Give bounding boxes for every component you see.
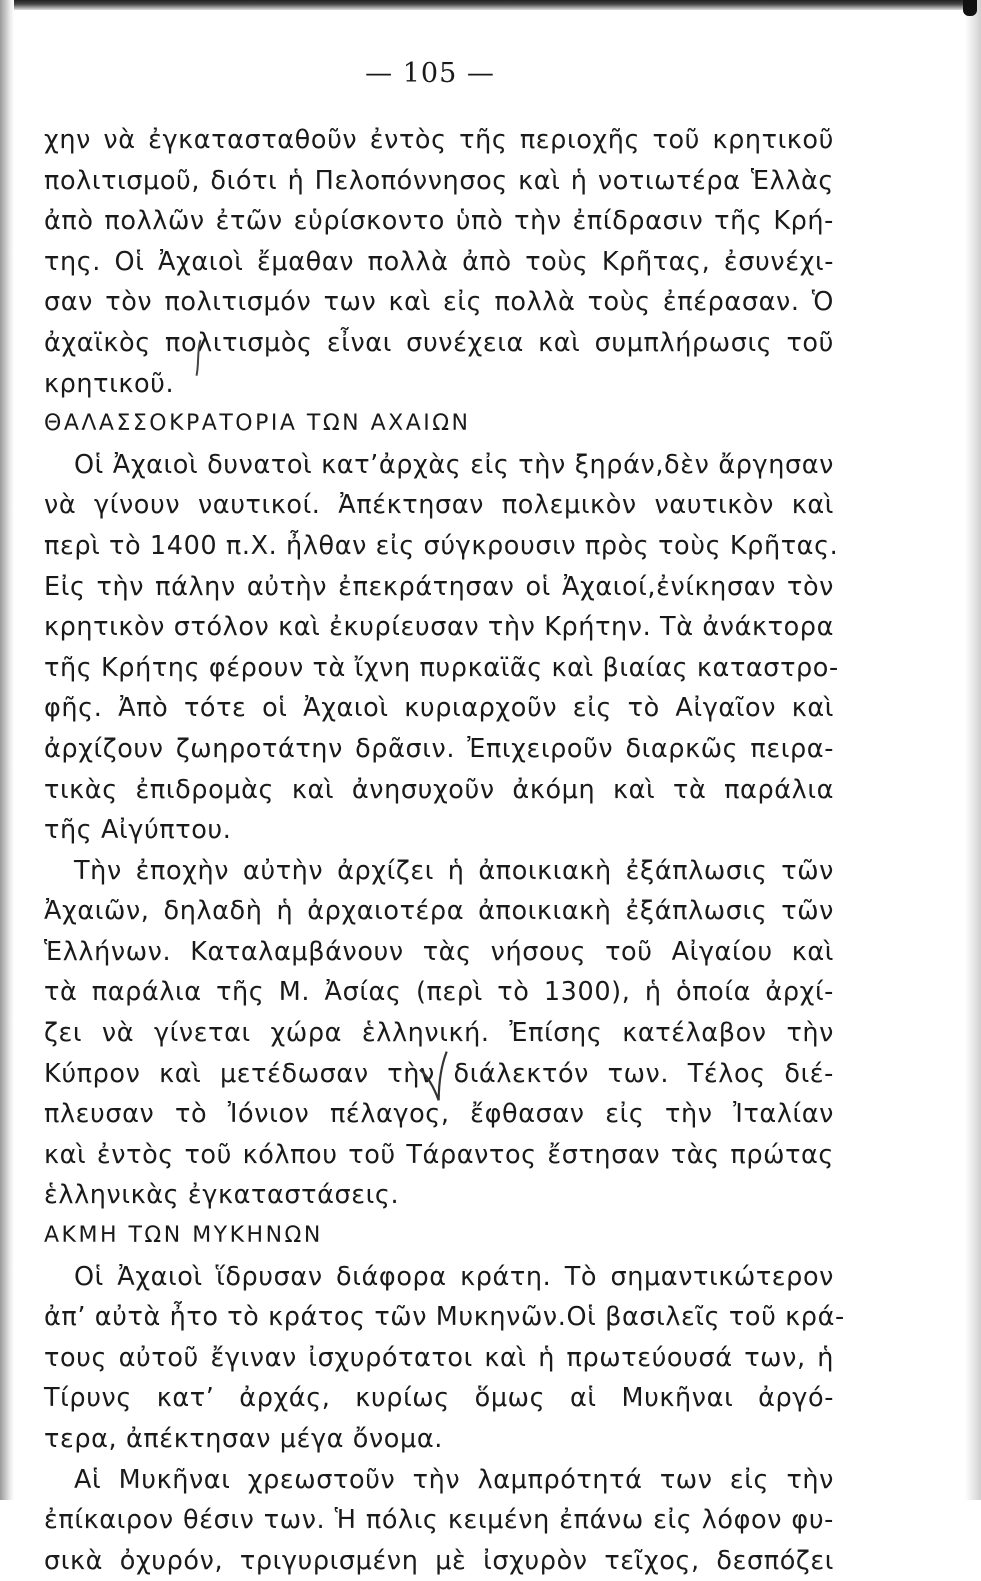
- text-line: Ἑλλήνων. Καταλαμβάνουν τὰς νήσους τοῦ Αἰγαίου καὶ: [44, 936, 834, 967]
- paragraph-first-line: Τὴν ἐποχὴν αὐτὴν ἀρχίζει ἡ ἀποικιακὴ ἐξάπλωσις τῶν: [74, 855, 834, 886]
- text-line: φῆς. Ἀπὸ τότε οἱ Ἀχαιοὶ κυριαρχοῦν εἰς τὸ Αἰγαῖον καὶ: [44, 693, 834, 724]
- text-line: κρητικὸν στόλον καὶ ἐκυρίευσαν τὴν Κρήτην. Τὰ ἀνάκτορα: [44, 612, 834, 643]
- text-line: πλευσαν τὸ Ἰόνιον πέλαγος, ἔφθασαν εἰς τὴν Ἰταλίαν: [44, 1099, 834, 1130]
- text-line: σαν τὸν πολιτισμόν των καὶ εἰς πολλὰ τοὺς ἐπέρασαν. Ὁ: [44, 287, 834, 318]
- paragraph-first-line: Αἱ Μυκῆναι χρεωστοῦν τὴν λαμπρότητά των εἰς τὴν: [74, 1464, 834, 1495]
- text-line: τικὰς ἐπιδρομὰς καὶ ἀνησυχοῦν ἀκόμη καὶ τὰ παράλια: [44, 774, 834, 805]
- text-line: περὶ τὸ 1400 π.Χ. ἦλθαν εἰς σύγκρουσιν πρὸς τοὺς Κρῆτας.: [44, 530, 839, 561]
- paragraph-first-line: Οἱ Ἀχαιοὶ ἵδρυσαν διάφορα κράτη. Τὸ σημαντικώτερον: [74, 1261, 834, 1292]
- scan-top-edge: [0, 0, 981, 10]
- paragraph-first-line: Οἱ Ἀχαιοὶ δυνατοὶ κατ’ἀρχὰς εἰς τὴν ξηράν,δὲν ἄργησαν: [74, 449, 834, 480]
- scan-right-shadow: [965, 0, 981, 1500]
- text-line: τῆς Κρήτης φέρουν τὰ ἴχνη πυρκαϊᾶς καὶ βιαίας καταστρο-: [44, 652, 839, 683]
- text-line: Εἰς τὴν πάλην αὐτὴν ἐπεκράτησαν οἱ Ἀχαιοί,ἐνίκησαν τὸν: [44, 571, 834, 602]
- text-line: κρητικοῦ.: [44, 368, 175, 399]
- text-line: ἀχαϊκὸς πολιτισμὸς εἶναι συνέχεια καὶ συμπλήρωσις τοῦ: [44, 327, 834, 358]
- text-line: χην νὰ ἐγκατασταθοῦν ἐντὸς τῆς περιοχῆς τοῦ κρητικοῦ: [44, 125, 834, 155]
- page-number: — 105 —: [365, 58, 495, 89]
- text-line: πολιτισμοῦ, διότι ἡ Πελοπόννησος καὶ ἡ νοτιωτέρα Ἑλλὰς: [44, 165, 834, 196]
- text-line: Κύπρον καὶ μετέδωσαν τὴν διάλεκτόν των. Τέλος διέ-: [44, 1058, 834, 1089]
- text-line: ἀπ’ αὐτὰ ἦτο τὸ κράτος τῶν Μυκηνῶν.Οἱ βασιλεῖς τοῦ κρά-: [44, 1302, 845, 1333]
- text-line: σικὰ ὀχυρόν, τριγυρισμένη μὲ ἰσχυρὸν τεῖχος, δεσπόζει: [44, 1545, 834, 1576]
- text-line: τερα, ἀπέκτησαν μέγα ὄνομα.: [44, 1424, 443, 1454]
- scan-binding-edge: [0, 0, 14, 1500]
- text-line: τῆς Αἰγύπτου.: [44, 815, 232, 846]
- text-line: της. Οἱ Ἀχαιοὶ ἔμαθαν πολλὰ ἀπὸ τοὺς Κρῆτας, ἐσυνέχι-: [44, 246, 834, 277]
- text-line: ἀπὸ πολλῶν ἐτῶν εὑρίσκοντο ὑπὸ τὴν ἐπίδρασιν τῆς Κρή-: [44, 206, 834, 237]
- text-line: καὶ ἐντὸς τοῦ κόλπου τοῦ Τάραντος ἔστησαν τὰς πρώτας: [44, 1139, 834, 1170]
- section-heading: ΘΑΛΑΣΣΟΚΡΑΤΟΡΙΑ ΤΩΝ ΑΧΑΙΩΝ: [44, 411, 471, 437]
- scan-corner-mark: [963, 0, 977, 16]
- text-line: ἐπίκαιρον θέσιν των. Ἡ πόλις κειμένη ἐπάνω εἰς λόφον φυ-: [44, 1505, 834, 1536]
- text-line: τους αὐτοῦ ἔγιναν ἰσχυρότατοι καὶ ἡ πρωτεύουσά των, ἡ: [44, 1342, 834, 1373]
- text-line: ζει νὰ γίνεται χώρα ἑλληνική. Ἐπίσης κατέλαβον τὴν: [44, 1018, 834, 1049]
- text-line: ἀρχίζουν ζωηροτάτην δρᾶσιν. Ἐπιχειροῦν διαρκῶς πειρα-: [44, 733, 834, 764]
- text-line: ἑλληνικὰς ἐγκαταστάσεις.: [44, 1180, 400, 1211]
- text-line: νὰ γίνουν ναυτικοί. Ἀπέκτησαν πολεμικὸν ναυτικὸν καὶ: [44, 490, 834, 521]
- text-line: τὰ παράλια τῆς Μ. Ἀσίας (περὶ τὸ 1300), ἡ ὁποία ἀρχί-: [44, 977, 834, 1008]
- text-line: Ἀχαιῶν, δηλαδὴ ἡ ἀρχαιοτέρα ἀποικιακὴ ἐξάπλωσις τῶν: [44, 896, 834, 927]
- page-body: [44, 120, 845, 1581]
- section-heading: ΑΚΜΗ ΤΩΝ ΜΥΚΗΝΩΝ: [44, 1223, 323, 1249]
- text-line: Τίρυνς κατ’ ἀρχάς, κυρίως ὅμως αἱ Μυκῆναι ἀργό-: [44, 1383, 834, 1414]
